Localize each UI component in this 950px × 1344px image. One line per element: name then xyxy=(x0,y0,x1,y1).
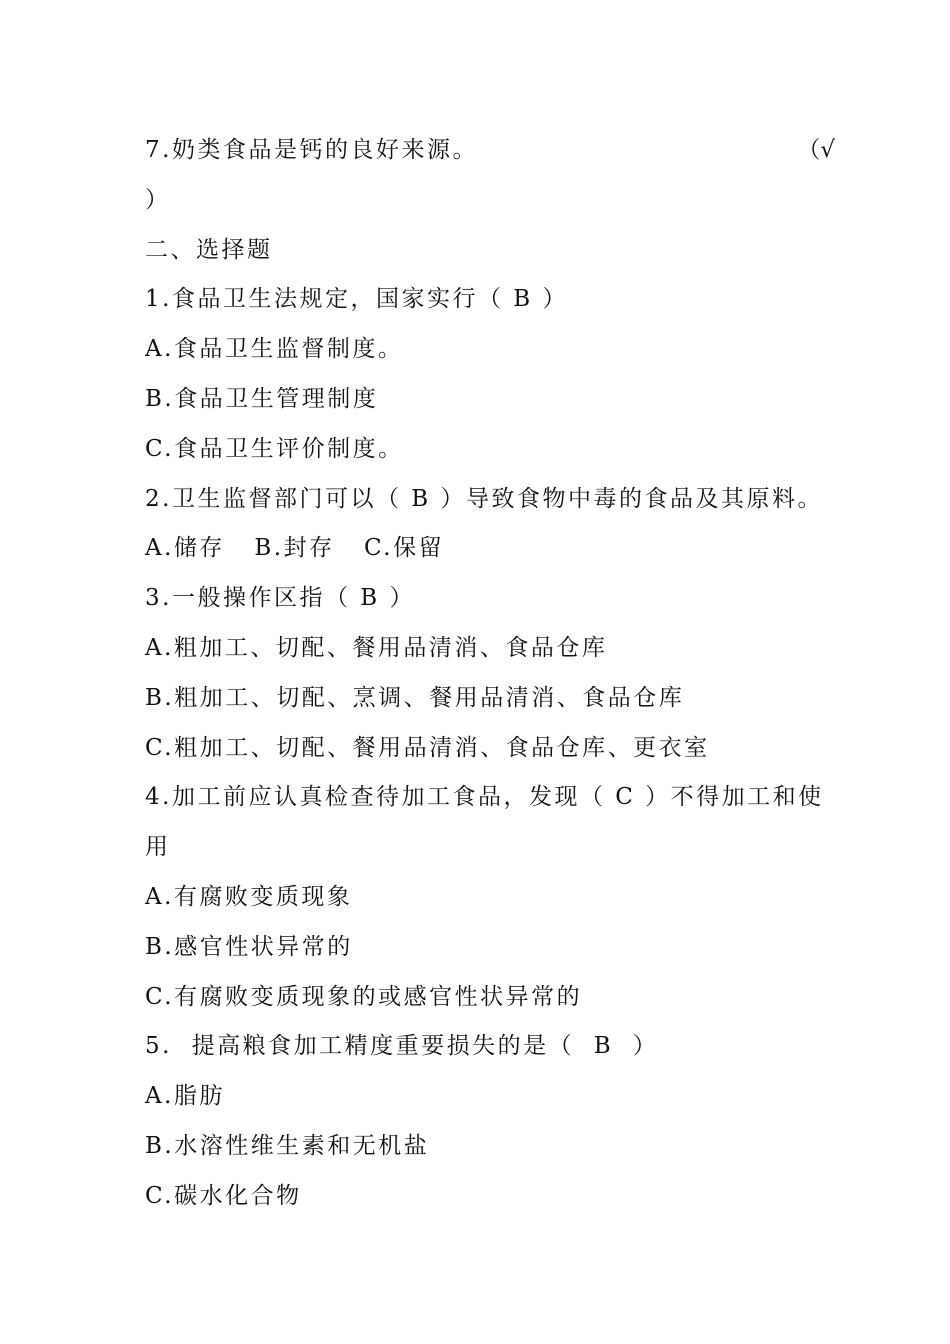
question-1-stem: 1.食品卫生法规定，国家实行（ B ） xyxy=(145,286,568,313)
question-3-stem: 3.一般操作区指（ B ） xyxy=(145,585,415,612)
close-paren: ） xyxy=(145,186,171,213)
question-5-option-c: C.碳水化合物 xyxy=(145,1182,302,1209)
true-false-item-7 xyxy=(145,126,835,176)
question-1-option-c: C.食品卫生评价制度。 xyxy=(145,435,404,462)
question-3-option-a: A.粗加工、切配、餐用品清消、食品仓库 xyxy=(145,634,608,661)
item-7-answer-mark: （√ xyxy=(797,137,835,163)
question-3-option-b: B.粗加工、切配、烹调、餐用品清消、食品仓库 xyxy=(145,684,685,711)
question-4-option-a: A.有腐败变质现象 xyxy=(145,883,353,910)
question-5-option-a: A.脂肪 xyxy=(145,1083,225,1110)
question-4-option-c: C.有腐败变质现象的或感官性状异常的 xyxy=(145,983,583,1010)
question-5-stem: 5. 提高粮食加工精度重要损失的是（ B ） xyxy=(145,1033,659,1060)
item-7-text: 7.奶类食品是钙的良好来源。 xyxy=(145,137,478,163)
question-2-options: A.储存 B.封存 C.保留 xyxy=(145,535,445,562)
question-3-option-c: C.粗加工、切配、餐用品清消、食品仓库、更衣室 xyxy=(145,734,710,761)
question-2-stem: 2.卫生监督部门可以（ B ）导致食物中毒的食品及其原料。 xyxy=(145,485,823,512)
question-4-stem-line-2: 用 xyxy=(145,834,171,861)
question-4-option-b: B.感官性状异常的 xyxy=(145,933,353,960)
question-1-option-a: A.食品卫生监督制度。 xyxy=(145,336,404,363)
question-5-option-b: B.水溶性维生素和无机盐 xyxy=(145,1132,430,1159)
section-heading: 二、选择题 xyxy=(145,236,273,263)
document-body xyxy=(145,126,835,1222)
question-1-option-b: B.食品卫生管理制度 xyxy=(145,385,379,412)
item-7-close-paren xyxy=(145,176,835,226)
question-4-stem-line-1: 4.加工前应认真检查待加工食品，发现（ C ）不得加工和使 xyxy=(145,784,824,811)
